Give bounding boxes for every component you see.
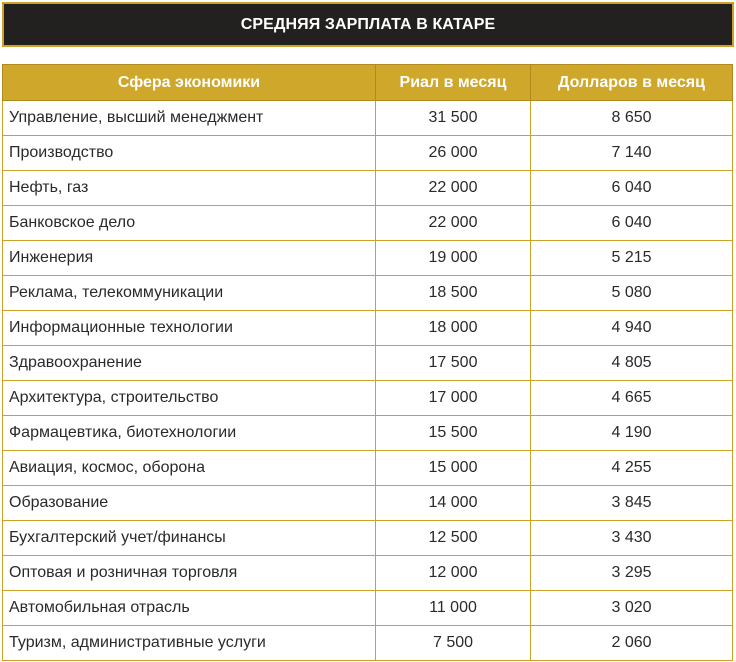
cell-sector: Здравоохранение — [3, 346, 376, 381]
table-row — [3, 276, 733, 311]
cell-dollars: 4 805 — [531, 346, 733, 381]
column-header-riyal: Риал в месяц — [376, 65, 531, 101]
table-row — [3, 416, 733, 451]
cell-sector: Банковское дело — [3, 206, 376, 241]
cell-dollars: 5 215 — [531, 241, 733, 276]
cell-dollars: 5 080 — [531, 276, 733, 311]
cell-sector: Управление, высший менеджмент — [3, 101, 376, 136]
cell-dollars: 3 295 — [531, 556, 733, 591]
cell-riyal: 12 000 — [376, 556, 531, 591]
cell-riyal: 18 000 — [376, 311, 531, 346]
salary-table — [2, 64, 733, 661]
cell-riyal: 31 500 — [376, 101, 531, 136]
cell-dollars: 3 845 — [531, 486, 733, 521]
cell-riyal: 12 500 — [376, 521, 531, 556]
cell-sector: Образование — [3, 486, 376, 521]
table-row — [3, 241, 733, 276]
cell-dollars: 4 940 — [531, 311, 733, 346]
cell-riyal: 18 500 — [376, 276, 531, 311]
cell-sector: Авиация, космос, оборона — [3, 451, 376, 486]
table-row — [3, 136, 733, 171]
table-row — [3, 556, 733, 591]
cell-sector: Производство — [3, 136, 376, 171]
cell-riyal: 17 000 — [376, 381, 531, 416]
table-header-row — [3, 65, 733, 101]
column-header-sector: Сфера экономики — [3, 65, 376, 101]
cell-riyal: 15 500 — [376, 416, 531, 451]
table-row — [3, 486, 733, 521]
cell-sector: Нефть, газ — [3, 171, 376, 206]
cell-riyal: 7 500 — [376, 626, 531, 661]
table-row — [3, 591, 733, 626]
table-row — [3, 381, 733, 416]
cell-dollars: 4 190 — [531, 416, 733, 451]
cell-riyal: 11 000 — [376, 591, 531, 626]
cell-dollars: 7 140 — [531, 136, 733, 171]
table-row — [3, 346, 733, 381]
column-header-dollars: Долларов в месяц — [531, 65, 733, 101]
cell-sector: Автомобильная отрасль — [3, 591, 376, 626]
cell-sector: Реклама, телекоммуникации — [3, 276, 376, 311]
table-row — [3, 101, 733, 136]
cell-riyal: 19 000 — [376, 241, 531, 276]
cell-sector: Оптовая и розничная торговля — [3, 556, 376, 591]
table-row — [3, 626, 733, 661]
table-row — [3, 206, 733, 241]
cell-sector: Архитектура, строительство — [3, 381, 376, 416]
table-row — [3, 171, 733, 206]
cell-dollars: 8 650 — [531, 101, 733, 136]
cell-sector: Туризм, административные услуги — [3, 626, 376, 661]
cell-dollars: 2 060 — [531, 626, 733, 661]
cell-dollars: 6 040 — [531, 171, 733, 206]
cell-riyal: 14 000 — [376, 486, 531, 521]
cell-sector: Инженерия — [3, 241, 376, 276]
table-row — [3, 311, 733, 346]
cell-sector: Бухгалтерский учет/финансы — [3, 521, 376, 556]
table-body — [3, 101, 733, 661]
cell-riyal: 15 000 — [376, 451, 531, 486]
cell-sector: Фармацевтика, биотехнологии — [3, 416, 376, 451]
cell-riyal: 26 000 — [376, 136, 531, 171]
table-row — [3, 521, 733, 556]
page-title: СРЕДНЯЯ ЗАРПЛАТА В КАТАРЕ — [240, 15, 496, 33]
cell-riyal: 22 000 — [376, 171, 531, 206]
cell-dollars: 3 430 — [531, 521, 733, 556]
title-banner — [2, 2, 734, 47]
cell-dollars: 4 255 — [531, 451, 733, 486]
table-row — [3, 451, 733, 486]
cell-dollars: 6 040 — [531, 206, 733, 241]
cell-riyal: 22 000 — [376, 206, 531, 241]
cell-sector: Информационные технологии — [3, 311, 376, 346]
cell-dollars: 3 020 — [531, 591, 733, 626]
cell-dollars: 4 665 — [531, 381, 733, 416]
cell-riyal: 17 500 — [376, 346, 531, 381]
